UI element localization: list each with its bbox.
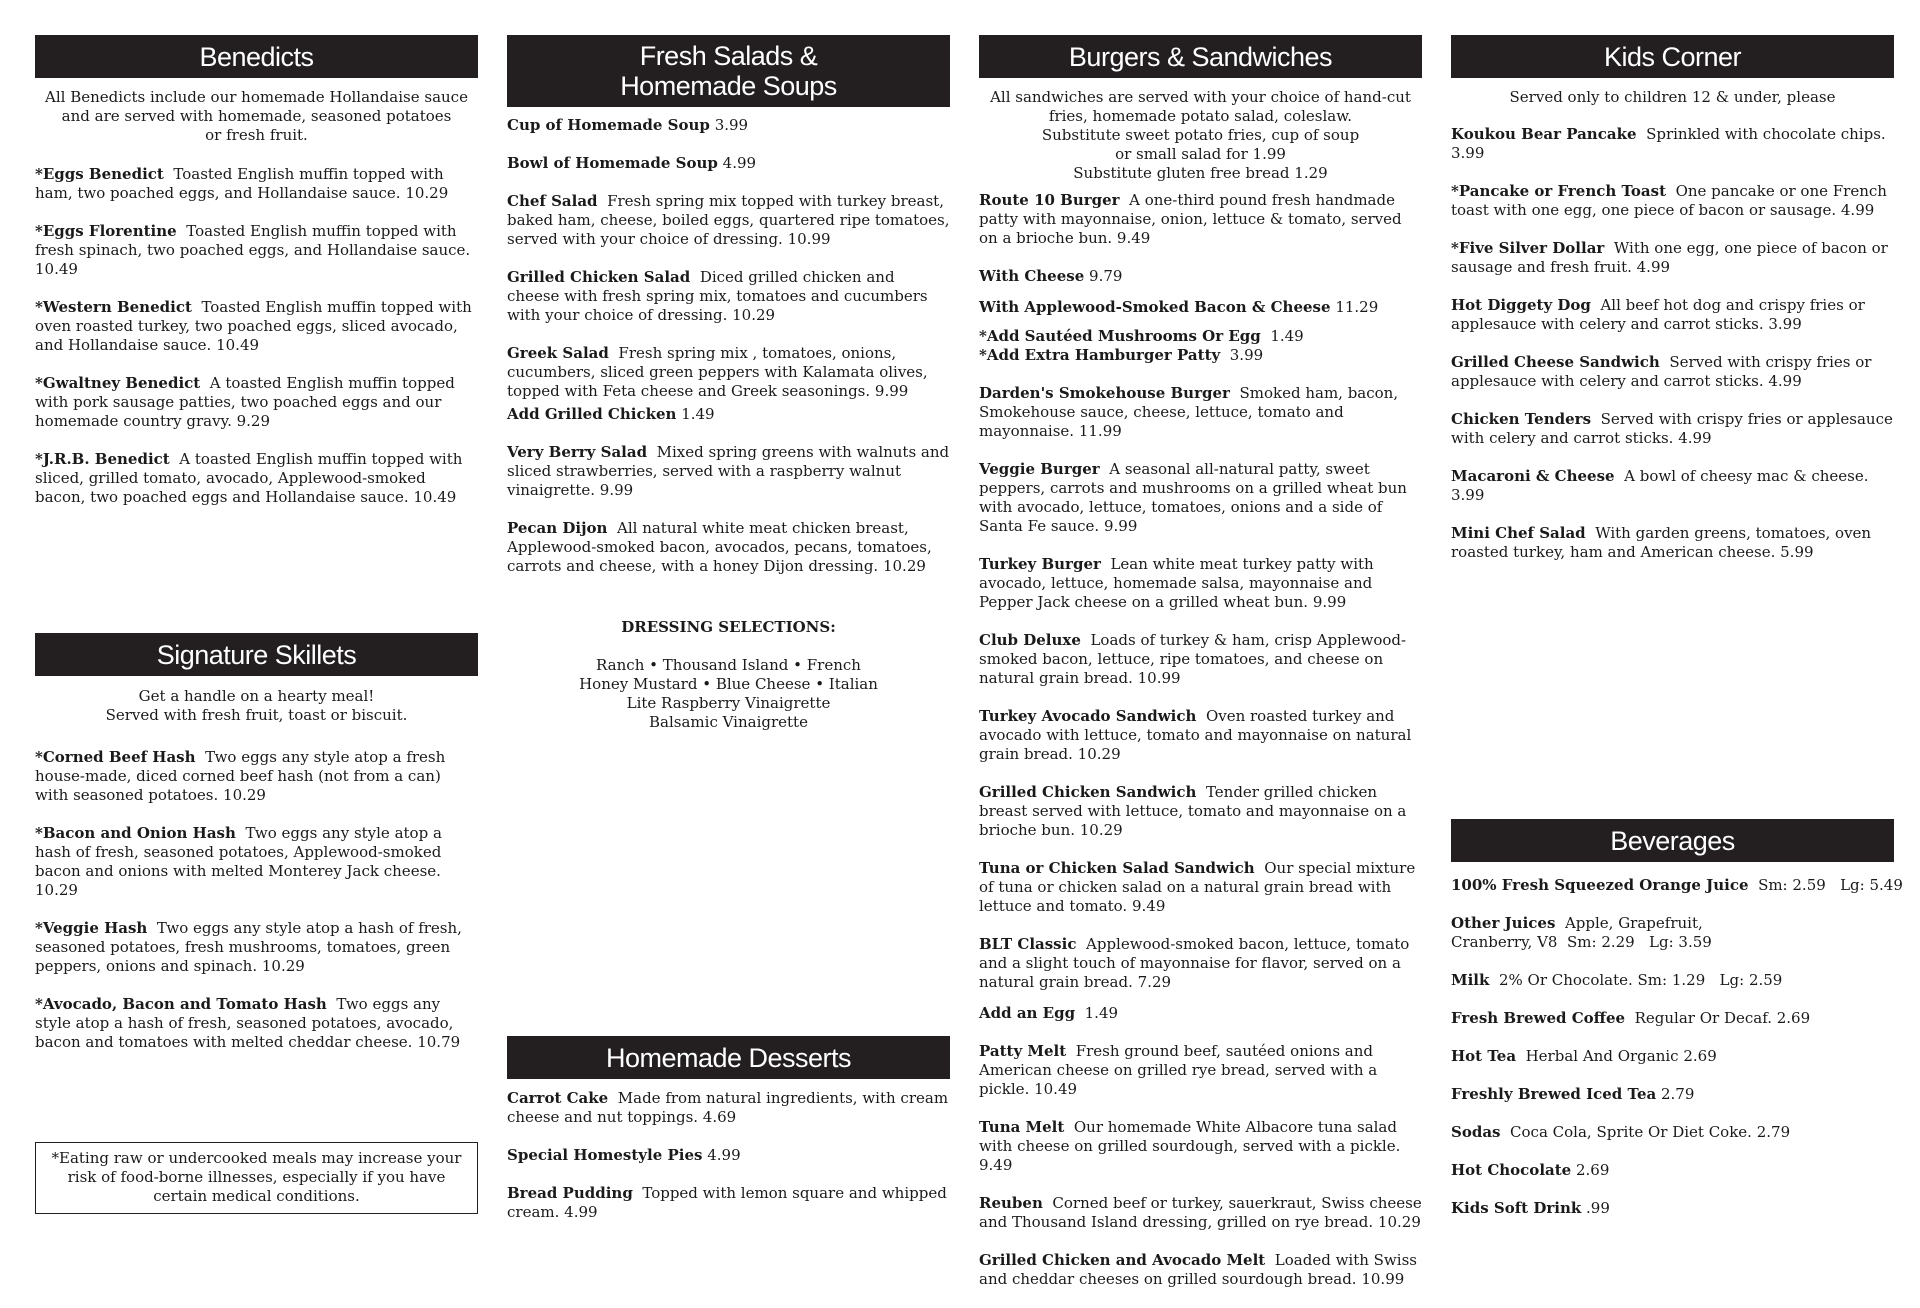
menu-item (979, 191, 1422, 248)
item-desc: With one egg, one piece of bacon or sausage and fresh fruit. 4.99 (1451, 239, 1888, 276)
skillets-intro-line: Served with fresh fruit, toast or biscuit. (105, 706, 408, 724)
menu-item (1451, 182, 1894, 220)
desserts-header: Homemade Desserts (507, 1036, 950, 1079)
item-name: *Eggs Benedict (35, 165, 164, 183)
menu-item (35, 919, 478, 976)
item-desc: 4.99 (707, 1146, 741, 1164)
menu-item (507, 443, 950, 500)
item-name: Greek Salad (507, 344, 609, 362)
item-name: *Avocado, Bacon and Tomato Hash (35, 995, 327, 1013)
menu-item (507, 116, 950, 135)
item-name: Turkey Burger (979, 555, 1101, 573)
item-desc: 1.49 (1084, 1004, 1119, 1022)
item-name: Hot Diggety Dog (1451, 296, 1591, 314)
menu-item (35, 450, 478, 507)
dressing-line: Honey Mustard • Blue Cheese • Italian (579, 675, 878, 693)
item-name: Chef Salad (507, 192, 598, 210)
menu-item (507, 405, 950, 424)
menu-item (1451, 296, 1894, 334)
item-desc: 9.79 (1089, 267, 1123, 285)
item-desc: Two eggs any style atop a hash of fresh, seasoned potatoes, fresh mushrooms, tomatoes, green peppers, onions and spinach. 10.29 (35, 919, 462, 975)
item-desc: A toasted English muffin topped with pork sausage patties, two poached eggs and our homemade country gravy. 9.29 (35, 374, 455, 430)
item-desc: Two eggs any style atop a fresh house-made, diced corned beef hash (not from a can) with seasoned potatoes. 10.29 (35, 748, 446, 804)
item-desc: Toasted English muffin topped with fresh spinach, two poached eggs, and Hollandaise sauce. 10.49 (35, 222, 471, 278)
item-desc: Smoked ham, bacon, Smokehouse sauce, cheese, lettuce, tomato and mayonnaise. 11.99 (979, 384, 1399, 440)
kids-header: Kids Corner (1451, 35, 1894, 78)
item-name: Milk (1451, 971, 1490, 989)
menu-item (979, 327, 1422, 346)
menu-item (979, 631, 1422, 688)
benedicts-intro-line: or fresh fruit. (205, 126, 308, 144)
item-desc: Tender grilled chicken breast served with lettuce, tomato and mayonnaise on a brioche bun. 10.29 (979, 783, 1407, 839)
item-name: BLT Classic (979, 935, 1077, 953)
item-desc: .99 (1586, 1199, 1610, 1217)
burgers-intro-line: Substitute sweet potato fries, cup of soup (1041, 126, 1360, 144)
item-name: 100% Fresh Squeezed Orange Juice (1451, 876, 1749, 894)
item-name: Chicken Tenders (1451, 410, 1592, 428)
item-name: Patty Melt (979, 1042, 1067, 1060)
item-name: *J.R.B. Benedict (35, 450, 170, 468)
item-desc: 1.49 (1270, 327, 1304, 345)
burgers-list (979, 191, 1422, 1308)
menu-item (1451, 1199, 1894, 1218)
item-name: Hot Tea (1451, 1047, 1517, 1065)
item-name: Bread Pudding (507, 1184, 633, 1202)
item-desc: Toasted English muffin topped with oven roasted turkey, two poached eggs, sliced avocado, and Hollandaise sauce. 10.49 (35, 298, 472, 354)
item-desc: Fresh spring mix , tomatoes, onions, cucumbers, sliced green peppers with Kalamata olives, topped with Feta cheese and Greek seasonings. 9.99 (507, 344, 928, 400)
dressing-line: Ranch • Thousand Island • French (596, 656, 861, 674)
menu-item (507, 192, 950, 249)
dressing-title: DRESSING SELECTIONS: (621, 618, 836, 636)
item-name: Grilled Chicken Sandwich (979, 783, 1197, 801)
item-name: *Bacon and Onion Hash (35, 824, 236, 842)
burgers-header: Burgers & Sandwiches (979, 35, 1422, 78)
item-desc: Sm: 2.59 Lg: 5.49 (1758, 876, 1903, 894)
kids-list (1451, 125, 1894, 581)
item-name: *Gwaltney Benedict (35, 374, 201, 392)
item-name: *Five Silver Dollar (1451, 239, 1605, 257)
menu-item (507, 519, 950, 576)
item-name: With Cheese (979, 267, 1085, 285)
menu-item (979, 783, 1422, 840)
menu-item (979, 1194, 1422, 1232)
item-desc: 2.69 (1576, 1161, 1610, 1179)
item-desc: Mixed spring greens with walnuts and sliced strawberries, served with a raspberry walnut vinaigrette. 9.99 (507, 443, 950, 499)
item-desc: Herbal And Organic 2.69 (1525, 1047, 1717, 1065)
item-desc: Apple, Grapefruit, Cranberry, V8 Sm: 2.29 Lg: 3.59 (1451, 914, 1712, 951)
menu-item (979, 707, 1422, 764)
item-desc: A one-third pound fresh handmade patty with mayonnaise, onion, lettuce & tomato, served on a brioche bun. 9.49 (979, 191, 1402, 247)
menu-item (1451, 971, 1894, 990)
skillets-intro-line: Get a handle on a hearty meal! (138, 687, 375, 705)
item-desc: Topped with lemon square and whipped cream. 4.99 (507, 1184, 947, 1221)
item-name: Cup of Homemade Soup (507, 116, 710, 134)
item-desc: A bowl of cheesy mac & cheese. 3.99 (1451, 467, 1869, 504)
item-desc: 3.99 (1229, 346, 1264, 364)
item-desc: Coca Cola, Sprite Or Diet Coke. 2.79 (1510, 1123, 1791, 1141)
item-desc: Regular Or Decaf. 2.69 (1634, 1009, 1811, 1027)
item-name: Grilled Cheese Sandwich (1451, 353, 1660, 371)
menu-item (979, 555, 1422, 612)
menu-item (979, 859, 1422, 916)
item-name: Sodas (1451, 1123, 1501, 1141)
item-desc: A toasted English muffin topped with sliced, grilled tomato, avocado, Applewood-smoked bacon, two poached eggs and Hollandaise sauce. 10.49 (35, 450, 463, 506)
menu-item (1451, 1161, 1894, 1180)
menu-item (1451, 239, 1894, 277)
item-desc: Applewood-smoked bacon, lettuce, tomato and a slight touch of mayonnaise for flavor, served on a natural grain bread. 7.29 (979, 935, 1410, 991)
item-name: *Western Benedict (35, 298, 192, 316)
item-desc: A seasonal all-natural patty, sweet peppers, carrots and mushrooms on a grilled wheat bun with avocado, lettuce, tomatoes, onions and a side of Santa Fe sauce. 9.99 (979, 460, 1407, 535)
item-name: Turkey Avocado Sandwich (979, 707, 1197, 725)
menu-item (1451, 1047, 1894, 1066)
item-desc: 11.29 (1335, 298, 1379, 316)
menu-item (35, 374, 478, 431)
item-name: Macaroni & Cheese (1451, 467, 1615, 485)
benedicts-intro-line: All Benedicts include our homemade Hollandaise sauce (45, 88, 468, 106)
item-desc: 4.99 (722, 154, 757, 172)
dressing-line: Balsamic Vinaigrette (649, 713, 808, 731)
item-desc: Our homemade White Albacore tuna salad with cheese on grilled sourdough, served with a pickle. 9.49 (979, 1118, 1401, 1174)
item-desc: All beef hot dog and crispy fries or applesauce with celery and carrot sticks. 3.99 (1451, 296, 1865, 333)
salads-header-line: Homemade Soups (620, 71, 837, 101)
item-desc: Fresh spring mix topped with turkey breast, baked ham, cheese, boiled eggs, quartered ripe tomatoes, served with your choice of dressing. 10.99 (507, 192, 950, 248)
menu-item (507, 344, 950, 401)
benedicts-list (35, 165, 478, 526)
item-name: Very Berry Salad (507, 443, 648, 461)
item-desc: All natural white meat chicken breast, Applewood-smoked bacon, avocados, pecans, tomatoes, carrots and cheese, with a honey Dijon dressing. 10.29 (507, 519, 932, 575)
benedicts-header: Benedicts (35, 35, 478, 78)
item-name: *Add Extra Hamburger Patty (979, 346, 1221, 364)
item-name: *Pancake or French Toast (1451, 182, 1667, 200)
menu-item (35, 824, 478, 900)
menu-item (1451, 1085, 1894, 1104)
menu-item (1451, 353, 1894, 391)
menu-item (35, 165, 478, 203)
menu-item (979, 298, 1422, 317)
skillets-list (35, 748, 478, 1071)
item-name: Bowl of Homemade Soup (507, 154, 718, 172)
item-name: With Applewood-Smoked Bacon & Cheese (979, 298, 1331, 316)
item-desc: Served with crispy fries or applesauce with celery and carrot sticks. 4.99 (1451, 353, 1872, 390)
item-name: Tuna Melt (979, 1118, 1065, 1136)
menu-item (979, 1004, 1422, 1023)
skillets-header: Signature Skillets (35, 633, 478, 676)
menu-item (507, 1184, 950, 1222)
menu-item (1451, 914, 1731, 952)
item-name: *Corned Beef Hash (35, 748, 196, 766)
item-name: *Add Sautéed Mushrooms Or Egg (979, 327, 1261, 345)
menu-item (1451, 467, 1894, 505)
beverages-list (1451, 876, 1903, 1237)
menu-item (979, 346, 1422, 365)
menu-item (35, 995, 478, 1052)
menu-item (979, 384, 1422, 441)
salads-header-line: Fresh Salads & (639, 41, 818, 71)
item-name: Fresh Brewed Coffee (1451, 1009, 1626, 1027)
item-desc: Loads of turkey & ham, crisp Applewood-smoked bacon, lettuce, ripe tomatoes, and cheese on natural grain bread. 10.99 (979, 631, 1407, 687)
menu-item (979, 1251, 1422, 1289)
menu-item (1451, 1123, 1894, 1142)
item-desc: 1.49 (681, 405, 715, 423)
menu-item (507, 1146, 950, 1165)
menu-item (1451, 876, 1903, 895)
item-desc: Our special mixture of tuna or chicken salad on a natural grain bread with lettuce and tomato. 9.49 (979, 859, 1416, 915)
item-desc: Two eggs any style atop a hash of fresh, seasoned potatoes, avocado, bacon and tomatoes with melted cheddar cheese. 10.79 (35, 995, 461, 1051)
beverages-header: Beverages (1451, 819, 1894, 862)
item-desc: Lean white meat turkey patty with avocado, lettuce, homemade salsa, mayonnaise and Pepper Jack cheese on a grilled wheat bun. 9.99 (979, 555, 1374, 611)
menu-item (35, 298, 478, 355)
item-name: Grilled Chicken and Avocado Melt (979, 1251, 1266, 1269)
item-desc: One pancake or one French toast with one egg, one piece of bacon or sausage. 4.99 (1451, 182, 1887, 219)
item-desc: 2% Or Chocolate. Sm: 1.29 Lg: 2.59 (1498, 971, 1783, 989)
skillets-intro (35, 687, 478, 725)
menu-item (1451, 125, 1894, 163)
item-name: Pecan Dijon (507, 519, 608, 537)
item-desc: With garden greens, tomatoes, oven roasted turkey, ham and American cheese. 5.99 (1451, 524, 1872, 561)
menu-item (35, 748, 478, 805)
menu-item (979, 460, 1422, 536)
item-name: *Veggie Hash (35, 919, 148, 937)
item-desc: Two eggs any style atop a hash of fresh, seasoned potatoes, Applewood-smoked bacon and onions with melted Monterey Jack cheese. 10.29 (35, 824, 442, 899)
item-desc: Oven roasted turkey and avocado with lettuce, tomato and mayonnaise on natural grain bread. 10.29 (979, 707, 1412, 763)
benedicts-intro (35, 88, 478, 145)
menu-item (1451, 410, 1894, 448)
item-name: Veggie Burger (979, 460, 1100, 478)
item-name: Club Deluxe (979, 631, 1081, 649)
menu-item (1451, 524, 1894, 562)
menu-item (979, 1118, 1422, 1175)
item-name: Add Grilled Chicken (507, 405, 677, 423)
item-name: Kids Soft Drink (1451, 1199, 1582, 1217)
item-name: Tuna or Chicken Salad Sandwich (979, 859, 1255, 877)
menu-item (507, 268, 950, 325)
salads-header (507, 35, 950, 107)
burgers-intro-line: Substitute gluten free bread 1.29 (1073, 164, 1328, 182)
menu-item (979, 1042, 1422, 1099)
dressing-line: Lite Raspberry Vinaigrette (626, 694, 831, 712)
item-name: Other Juices (1451, 914, 1556, 932)
menu-item (979, 935, 1422, 992)
menu-item (507, 154, 950, 173)
menu-item (507, 1089, 950, 1127)
dressing-selections (507, 618, 950, 732)
item-name: Carrot Cake (507, 1089, 609, 1107)
food-safety-notice: *Eating raw or undercooked meals may increase your risk of food-borne illnesses, especially if you have certain medical conditions. (35, 1142, 478, 1214)
menu-item (35, 222, 478, 279)
item-desc: 3.99 (714, 116, 749, 134)
item-name: Grilled Chicken Salad (507, 268, 691, 286)
item-name: Koukou Bear Pancake (1451, 125, 1637, 143)
item-desc: Toasted English muffin topped with ham, two poached eggs, and Hollandaise sauce. 10.29 (35, 165, 449, 202)
item-desc: 2.79 (1661, 1085, 1695, 1103)
burgers-intro (979, 88, 1422, 183)
burgers-intro-line: All sandwiches are served with your choice of hand-cut (990, 88, 1411, 106)
menu-item (979, 267, 1422, 286)
item-name: Add an Egg (979, 1004, 1076, 1022)
item-desc: Corned beef or turkey, sauerkraut, Swiss cheese and Thousand Island dressing, grilled on rye bread. 10.29 (979, 1194, 1422, 1231)
item-name: Hot Chocolate (1451, 1161, 1572, 1179)
item-name: Reuben (979, 1194, 1043, 1212)
item-name: Mini Chef Salad (1451, 524, 1586, 542)
item-name: *Eggs Florentine (35, 222, 177, 240)
desserts-list (507, 1089, 950, 1241)
benedicts-intro-line: and are served with homemade, seasoned potatoes (61, 107, 452, 125)
menu-item (1451, 1009, 1894, 1028)
burgers-intro-line: fries, homemade potato salad, coleslaw. (1048, 107, 1353, 125)
item-desc: Fresh ground beef, sautéed onions and American cheese on grilled rye bread, served with a pickle. 10.49 (979, 1042, 1378, 1098)
item-desc: Diced grilled chicken and cheese with fresh spring mix, tomatoes and cucumbers with your choice of dressing. 10.29 (507, 268, 928, 324)
item-name: Darden's Smokehouse Burger (979, 384, 1230, 402)
salads-list (507, 116, 950, 595)
item-name: Freshly Brewed Iced Tea (1451, 1085, 1657, 1103)
item-desc: Made from natural ingredients, with cream cheese and nut toppings. 4.69 (507, 1089, 949, 1126)
item-desc: Served with crispy fries or applesauce with celery and carrot sticks. 4.99 (1451, 410, 1893, 447)
burgers-intro-line: or small salad for 1.99 (1115, 145, 1286, 163)
item-name: Route 10 Burger (979, 191, 1120, 209)
kids-intro: Served only to children 12 & under, please (1509, 88, 1836, 106)
item-desc: Sprinkled with chocolate chips. 3.99 (1451, 125, 1886, 162)
item-desc: Loaded with Swiss and cheddar cheeses on grilled sourdough bread. 10.99 (979, 1251, 1417, 1288)
item-name: Special Homestyle Pies (507, 1146, 703, 1164)
